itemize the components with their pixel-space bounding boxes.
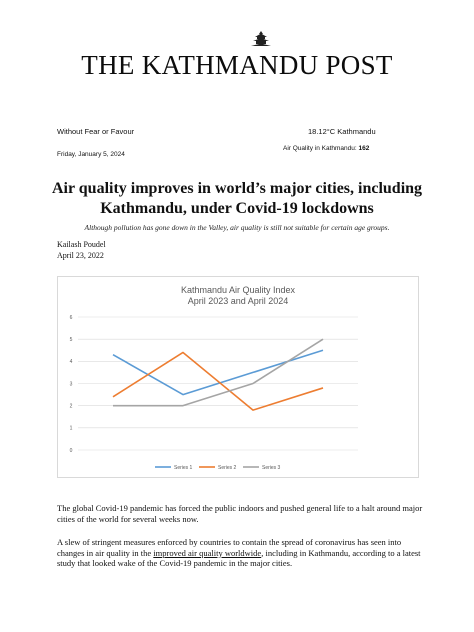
y-tick-label: 5 xyxy=(69,336,73,343)
series-line-1 xyxy=(113,350,323,394)
masthead-title[interactable]: THE KATHMANDU POST xyxy=(81,50,393,80)
chart-title: Kathmandu Air Quality Index xyxy=(180,285,296,295)
legend-label-3: Series 3 xyxy=(262,464,281,471)
chart-subtitle: April 2023 and April 2024 xyxy=(187,296,289,306)
tagline: Without Fear or Favour xyxy=(57,127,135,136)
paragraph-2-text-after: , including in Kathmandu, according to a latest study that looked wake of the Covid-19 pandemic in the major cities. xyxy=(57,547,421,568)
y-tick-label: 4 xyxy=(69,359,73,366)
aqi-chart xyxy=(57,276,419,478)
article-subhead: Although pollution has gone down in the Valley, air quality is still not suitable for certain age groups. xyxy=(84,223,390,232)
article-paragraph-2 xyxy=(57,537,427,569)
paragraph-2-text-before: A slew of stringent measures enforced by countries to contain the spread of coronavirus has seen into changes in air quality in the xyxy=(57,537,402,558)
aqi-value: 162 xyxy=(358,145,370,152)
article-paragraph-1: The global Covid-19 pandemic has forced the public indoors and pushed general life to a halt around major cities of the world for several weeks now. xyxy=(57,503,423,524)
y-tick-label: 2 xyxy=(69,403,73,410)
article-headline: Air quality improves in world’s major cities, including Kathmandu, under Covid-19 lockdowns xyxy=(51,180,423,217)
y-tick-label: 6 xyxy=(69,314,73,321)
y-tick-label: 3 xyxy=(69,381,73,388)
legend-label-2: Series 2 xyxy=(218,464,237,471)
y-tick-label: 0 xyxy=(69,447,73,454)
current-date: Friday, January 5, 2024 xyxy=(57,151,125,158)
aqi-readout xyxy=(283,145,369,152)
y-tick-label: 1 xyxy=(69,425,73,432)
weather-readout: 18.12°C Kathmandu xyxy=(308,127,376,136)
improved-air-quality-link[interactable]: improved air quality worldwide xyxy=(153,547,262,558)
aqi-label: Air Quality in Kathmandu: xyxy=(283,145,357,152)
temple-logo-icon xyxy=(250,31,272,47)
chart-canvas xyxy=(58,277,418,477)
legend-label-1: Series 1 xyxy=(174,464,193,471)
author-name[interactable]: Kailash Poudel xyxy=(57,240,106,249)
publish-date: April 23, 2022 xyxy=(57,251,104,260)
